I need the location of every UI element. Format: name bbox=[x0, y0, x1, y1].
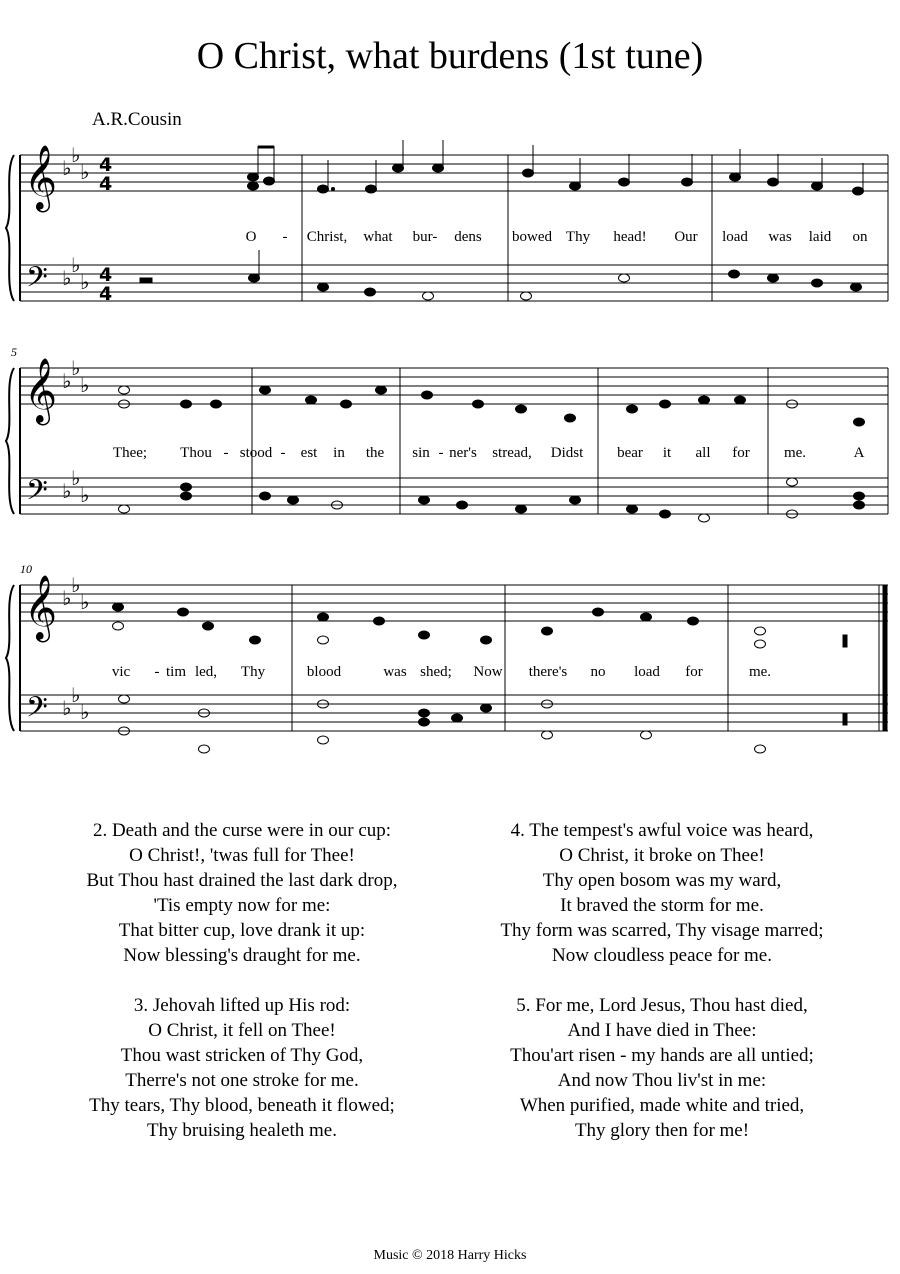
verse-line: Therre's not one stroke for me. bbox=[125, 1070, 359, 1091]
verse-line: It braved the storm for me. bbox=[560, 895, 764, 916]
lyric-syllable: it bbox=[662, 445, 672, 461]
lyric-syllable: all bbox=[695, 445, 711, 461]
lyrics-row-2 bbox=[0, 445, 900, 465]
svg-text:♭: ♭ bbox=[71, 683, 81, 707]
verse-line: Thou wast stricken of Thy God, bbox=[120, 1045, 364, 1066]
verse-line: 4. The tempest's awful voice was heard, bbox=[510, 820, 814, 841]
svg-text:4: 4 bbox=[99, 173, 113, 195]
lyric-syllable: the bbox=[365, 445, 385, 461]
svg-text:♭: ♭ bbox=[62, 479, 72, 503]
composer-credit: A.R.Cousin bbox=[92, 109, 182, 130]
lyric-syllable: for bbox=[732, 445, 750, 461]
lyric-syllable: ner's bbox=[449, 445, 477, 461]
lyric-syllable: Thy bbox=[565, 229, 591, 245]
lyric-syllable: load bbox=[722, 229, 748, 245]
lyric-syllable: Our bbox=[674, 229, 698, 245]
svg-text:♭: ♭ bbox=[62, 696, 72, 720]
lyric-syllable: - bbox=[223, 445, 229, 461]
lyric-syllable: in bbox=[333, 445, 345, 461]
verse-line: Thy form was scarred, Thy visage marred; bbox=[500, 920, 824, 941]
lyric-syllable: - bbox=[154, 664, 160, 680]
svg-text:𝄢: 𝄢 bbox=[26, 474, 48, 514]
svg-text:♭: ♭ bbox=[62, 586, 72, 610]
svg-text:𝄢: 𝄢 bbox=[26, 691, 48, 731]
lyric-syllable: tim bbox=[165, 664, 187, 680]
lyric-syllable: bur- bbox=[412, 229, 438, 245]
lyric-syllable: was bbox=[383, 664, 407, 680]
lyric-syllable: - bbox=[438, 445, 444, 461]
lyric-syllable: led, bbox=[194, 664, 218, 680]
svg-text:♭: ♭ bbox=[62, 156, 72, 180]
staff-bass-3 bbox=[20, 695, 888, 731]
lyric-syllable: Thee; bbox=[112, 445, 148, 461]
svg-text:♭: ♭ bbox=[62, 266, 72, 290]
copyright-footer: Music © 2018 Harry Hicks bbox=[373, 1248, 527, 1263]
verse-line: And now Thou liv'st in me: bbox=[557, 1070, 767, 1091]
svg-text:4: 4 bbox=[99, 283, 113, 305]
measure-number-10: 10 bbox=[20, 562, 32, 576]
verse-line: But Thou hast drained the last dark drop, bbox=[86, 870, 398, 891]
lyric-syllable: stread, bbox=[492, 445, 532, 461]
lyric-syllable: stood bbox=[239, 445, 273, 461]
lyrics-row-3 bbox=[0, 664, 900, 684]
lyric-syllable: - bbox=[282, 229, 288, 245]
staff-bass-2 bbox=[20, 478, 888, 514]
verse-line: Thy open bosom was my ward, bbox=[542, 870, 782, 891]
lyric-syllable: O bbox=[245, 229, 257, 245]
lyric-syllable: Didst bbox=[550, 445, 584, 461]
lyric-syllable: me. bbox=[748, 664, 772, 680]
lyric-syllable: Now bbox=[473, 664, 503, 680]
lyric-syllable: head! bbox=[613, 229, 647, 245]
svg-text:♭: ♭ bbox=[71, 253, 81, 277]
lyric-syllable: est bbox=[300, 445, 318, 461]
svg-text:4: 4 bbox=[99, 264, 113, 286]
lyric-syllable: Thy bbox=[240, 664, 266, 680]
lyric-syllable: - bbox=[280, 445, 286, 461]
svg-text:4: 4 bbox=[99, 154, 113, 176]
verse-line: That bitter cup, love drank it up: bbox=[118, 920, 366, 941]
svg-text:♭: ♭ bbox=[71, 356, 81, 380]
lyric-syllable: dens bbox=[454, 229, 482, 245]
lyric-syllable: bear bbox=[617, 445, 643, 461]
bass-clef-icon: 𝄢 bbox=[26, 261, 48, 301]
verse-line: 3. Jehovah lifted up His rod: bbox=[133, 995, 351, 1016]
verse-5 bbox=[472, 993, 852, 1143]
lyric-syllable: on bbox=[852, 229, 868, 245]
staff-treble-1 bbox=[20, 155, 888, 191]
verse-2 bbox=[52, 818, 432, 968]
page-title: O Christ, what burdens (1st tune) bbox=[196, 35, 704, 77]
verse-3 bbox=[52, 993, 432, 1143]
verse-line: Thy tears, Thy blood, beneath it flowed; bbox=[89, 1095, 395, 1116]
lyric-syllable: bowed bbox=[512, 229, 552, 245]
verse-line: Now cloudless peace for me. bbox=[551, 945, 772, 966]
lyrics-row-1 bbox=[0, 229, 900, 249]
lyric-syllable: shed; bbox=[420, 664, 452, 680]
lyric-syllable: no bbox=[590, 664, 606, 680]
verse-line: When purified, made white and tried, bbox=[519, 1095, 805, 1116]
lyric-syllable: load bbox=[634, 664, 660, 680]
verse-line: And I have died in Thee: bbox=[567, 1020, 757, 1041]
lyric-syllable: laid bbox=[808, 229, 832, 245]
svg-text:♭: ♭ bbox=[71, 466, 81, 490]
svg-text:𝄞: 𝄞 bbox=[24, 358, 58, 423]
svg-text:♭: ♭ bbox=[80, 483, 90, 507]
verse-line: 'Tis empty now for me: bbox=[153, 895, 331, 916]
verse-line: O Christ, it broke on Thee! bbox=[559, 845, 765, 866]
lyric-syllable: Christ, bbox=[306, 229, 348, 245]
verse-line: Thy bruising healeth me. bbox=[147, 1120, 337, 1141]
lyric-syllable: for bbox=[685, 664, 703, 680]
verse-line: O Christ!, 'twas full for Thee! bbox=[129, 845, 355, 866]
svg-text:♭: ♭ bbox=[71, 573, 81, 597]
lyric-syllable: blood bbox=[306, 664, 342, 680]
svg-text:♭: ♭ bbox=[80, 700, 90, 724]
treble-clef-icon: 𝄞 bbox=[24, 145, 58, 210]
staff-treble-2 bbox=[20, 368, 888, 404]
lyric-syllable: me. bbox=[783, 445, 807, 461]
lyric-syllable: what bbox=[363, 229, 393, 245]
svg-text:♭: ♭ bbox=[80, 373, 90, 397]
svg-text:𝄞: 𝄞 bbox=[24, 575, 58, 640]
verse-4 bbox=[472, 818, 852, 968]
svg-text:♭: ♭ bbox=[80, 160, 90, 184]
lyric-syllable: vic bbox=[111, 664, 131, 680]
verse-line: O Christ, it fell on Thee! bbox=[148, 1020, 336, 1041]
svg-text:♭: ♭ bbox=[71, 143, 81, 167]
verse-line: Now blessing's draught for me. bbox=[123, 945, 361, 966]
svg-text:♭: ♭ bbox=[80, 590, 90, 614]
svg-text:♭: ♭ bbox=[80, 270, 90, 294]
measure-number-5: 5 bbox=[11, 345, 17, 359]
verse-line: Thou'art risen - my hands are all untied; bbox=[510, 1045, 814, 1066]
lyric-syllable: was bbox=[768, 229, 792, 245]
svg-text:♭: ♭ bbox=[62, 369, 72, 393]
staff-bass-1 bbox=[20, 265, 888, 301]
verse-line: Thy glory then for me! bbox=[574, 1120, 750, 1141]
lyric-syllable: Thou bbox=[180, 445, 212, 461]
verse-line: 5. For me, Lord Jesus, Thou hast died, bbox=[516, 995, 808, 1016]
lyric-syllable: A bbox=[853, 445, 865, 461]
staff-treble-3 bbox=[20, 585, 888, 621]
lyric-syllable: there's bbox=[528, 664, 568, 680]
lyric-syllable: sin bbox=[412, 445, 430, 461]
verse-line: 2. Death and the curse were in our cup: bbox=[92, 820, 392, 841]
